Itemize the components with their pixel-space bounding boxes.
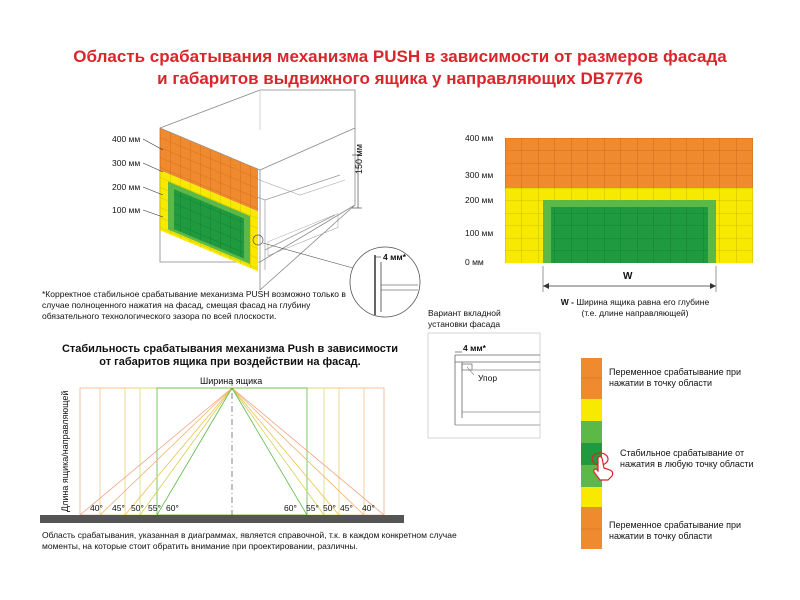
angle-left-45: 45° (112, 503, 125, 513)
stability-title-line-1: Стабильность срабатывания механизма Push в зависимости (61, 343, 399, 355)
angle-right-45: 45° (340, 503, 353, 513)
length-axis-label: Длина ящика/направляющей (60, 390, 70, 512)
angle-left-60: 60° (166, 503, 179, 513)
stability-title (40, 343, 420, 369)
angle-left-50: 50° (131, 503, 144, 513)
legend-variable-top: Переменное срабатывание при нажатии в точку области (609, 367, 742, 388)
grid-label-200: 200 мм (465, 195, 494, 205)
inset-stop-label: Упор (478, 373, 498, 383)
angle-right-60: 60° (284, 503, 297, 513)
dimension-150-label: 150 мм (354, 144, 364, 174)
grid-label-300: 300 мм (465, 170, 494, 180)
stability-fan-diagram (40, 380, 404, 523)
box-label-100: 100 мм (112, 205, 141, 215)
box-note: *Корректное стабильное срабатывание механизма PUSH возможно только в случае полноценного нажатия на фасад, смещая фасад на глубину обязательного технологического зазора по всей плоскости. (42, 289, 346, 321)
facade-grid-drawing (505, 138, 753, 292)
box-label-200: 200 мм (112, 182, 141, 192)
angle-right-40: 40° (362, 503, 375, 513)
grid-label-400: 400 мм (465, 133, 494, 143)
stability-footnote: Область срабатывания, указанная в диаграммах, является справочной, т.к. в каждом конкретном случае моменты, на которые стоит обратить внимание при проектировании, различны. (42, 530, 457, 551)
inset-caption-line-2: установки фасада (428, 319, 501, 329)
angle-left-55: 55° (148, 503, 161, 513)
inset-caption (428, 308, 501, 330)
width-caption-text-2: (т.е. длине направляющей) (581, 308, 689, 318)
angle-right-55: 55° (306, 503, 319, 513)
stability-title-line-2: от габаритов ящика при воздействии на фасад. (99, 356, 361, 368)
width-symbol: W (623, 271, 633, 282)
inset-gap-label: 4 мм* (463, 343, 486, 353)
title-line-1: Область срабатывания механизма PUSH в зависимости от размеров фасада (73, 47, 727, 66)
width-caption-text: Ширина ящика равна его глубине (573, 297, 710, 307)
box-3d-drawing (143, 90, 420, 317)
angle-left-40: 40° (90, 503, 103, 513)
width-caption-symbol: W - (560, 297, 574, 307)
inset-caption-line-1: Вариант вкладной (428, 308, 501, 318)
width-axis-label: Ширина ящика (200, 376, 263, 386)
box-label-300: 300 мм (112, 158, 141, 168)
grid-label-100: 100 мм (465, 228, 494, 238)
box-gap-label: 4 мм* (383, 252, 406, 262)
legend-stable: Стабильное срабатывание от нажатия в любую точку области (620, 448, 754, 469)
box-label-400: 400 мм (112, 134, 141, 144)
title-line-2: и габаритов выдвижного ящика у направляющих DB7776 (157, 69, 643, 88)
legend-variable-bottom: Переменное срабатывание при нажатии в точку области (609, 520, 742, 541)
angle-right-50: 50° (323, 503, 336, 513)
grid-label-0: 0 мм (465, 257, 484, 267)
width-caption (540, 297, 730, 319)
